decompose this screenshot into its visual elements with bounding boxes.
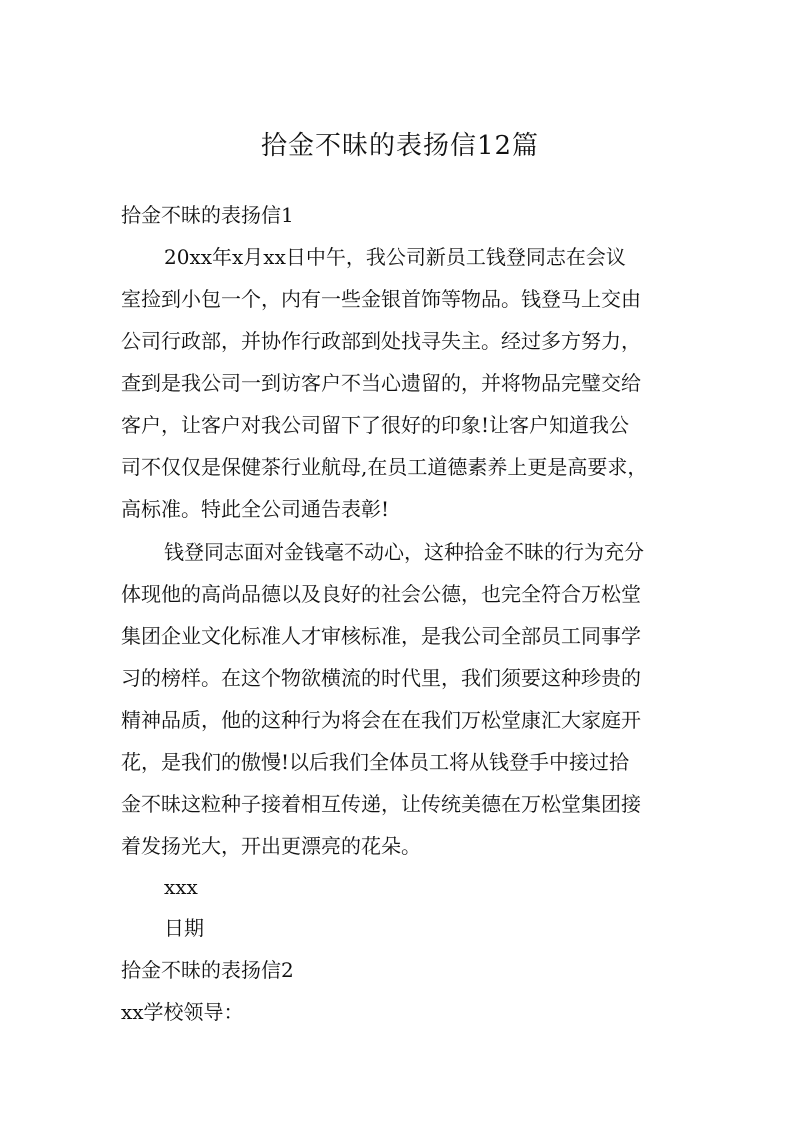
paragraph-line: 司不仅仅是保健茶行业航母,在员工道德素养上更是高要求， — [121, 455, 648, 479]
letter1-date: 日期 — [164, 916, 204, 940]
paragraph-line: 公司行政部，并协作行政部到处找寻失主。经过多方努力， — [121, 329, 641, 353]
paragraph-line: 高标准。特此全公司通告表彰! — [121, 497, 390, 521]
paragraph-line: 体现他的高尚品德以及良好的社会公德，也完全符合万松堂 — [121, 582, 641, 606]
letter1-heading: 拾金不昧的表扬信1 — [121, 203, 294, 227]
document-title: 拾金不昧的表扬信12篇 — [260, 131, 540, 161]
paragraph-line: 20xx年x月xx日中午，我公司新员工钱登同志在会议 — [164, 245, 626, 269]
paragraph-line: 金不昧这粒种子接着相互传递，让传统美德在万松堂集团接 — [121, 792, 641, 816]
paragraph-line: 花，是我们的傲慢!以后我们全体员工将从钱登手中接过拾 — [121, 750, 630, 774]
paragraph-line: 着发扬光大，开出更漂亮的花朵。 — [121, 834, 421, 858]
letter1-signature: xxx — [164, 875, 198, 899]
paragraph-line: 集团企业文化标准人才审核标准，是我公司全部员工同事学 — [121, 624, 641, 648]
letter2-heading: 拾金不昧的表扬信2 — [121, 958, 294, 982]
paragraph-line: 精神品质，他的这种行为将会在在我们万松堂康汇大家庭开 — [121, 708, 641, 732]
paragraph-line: 习的榜样。在这个物欲横流的时代里，我们须要这种珍贵的 — [121, 666, 641, 690]
paragraph-line: 室捡到小包一个，内有一些金银首饰等物品。钱登马上交由 — [121, 287, 641, 311]
letter2-salutation: xx学校领导： — [121, 1000, 244, 1024]
paragraph-line: 客户，让客户对我公司留下了很好的印象!让客户知道我公 — [121, 413, 630, 437]
paragraph-line: 查到是我公司一到访客户不当心遗留的，并将物品完璧交给 — [121, 371, 641, 395]
paragraph-line: 钱登同志面对金钱毫不动心，这种拾金不昧的行为充分 — [164, 540, 644, 564]
